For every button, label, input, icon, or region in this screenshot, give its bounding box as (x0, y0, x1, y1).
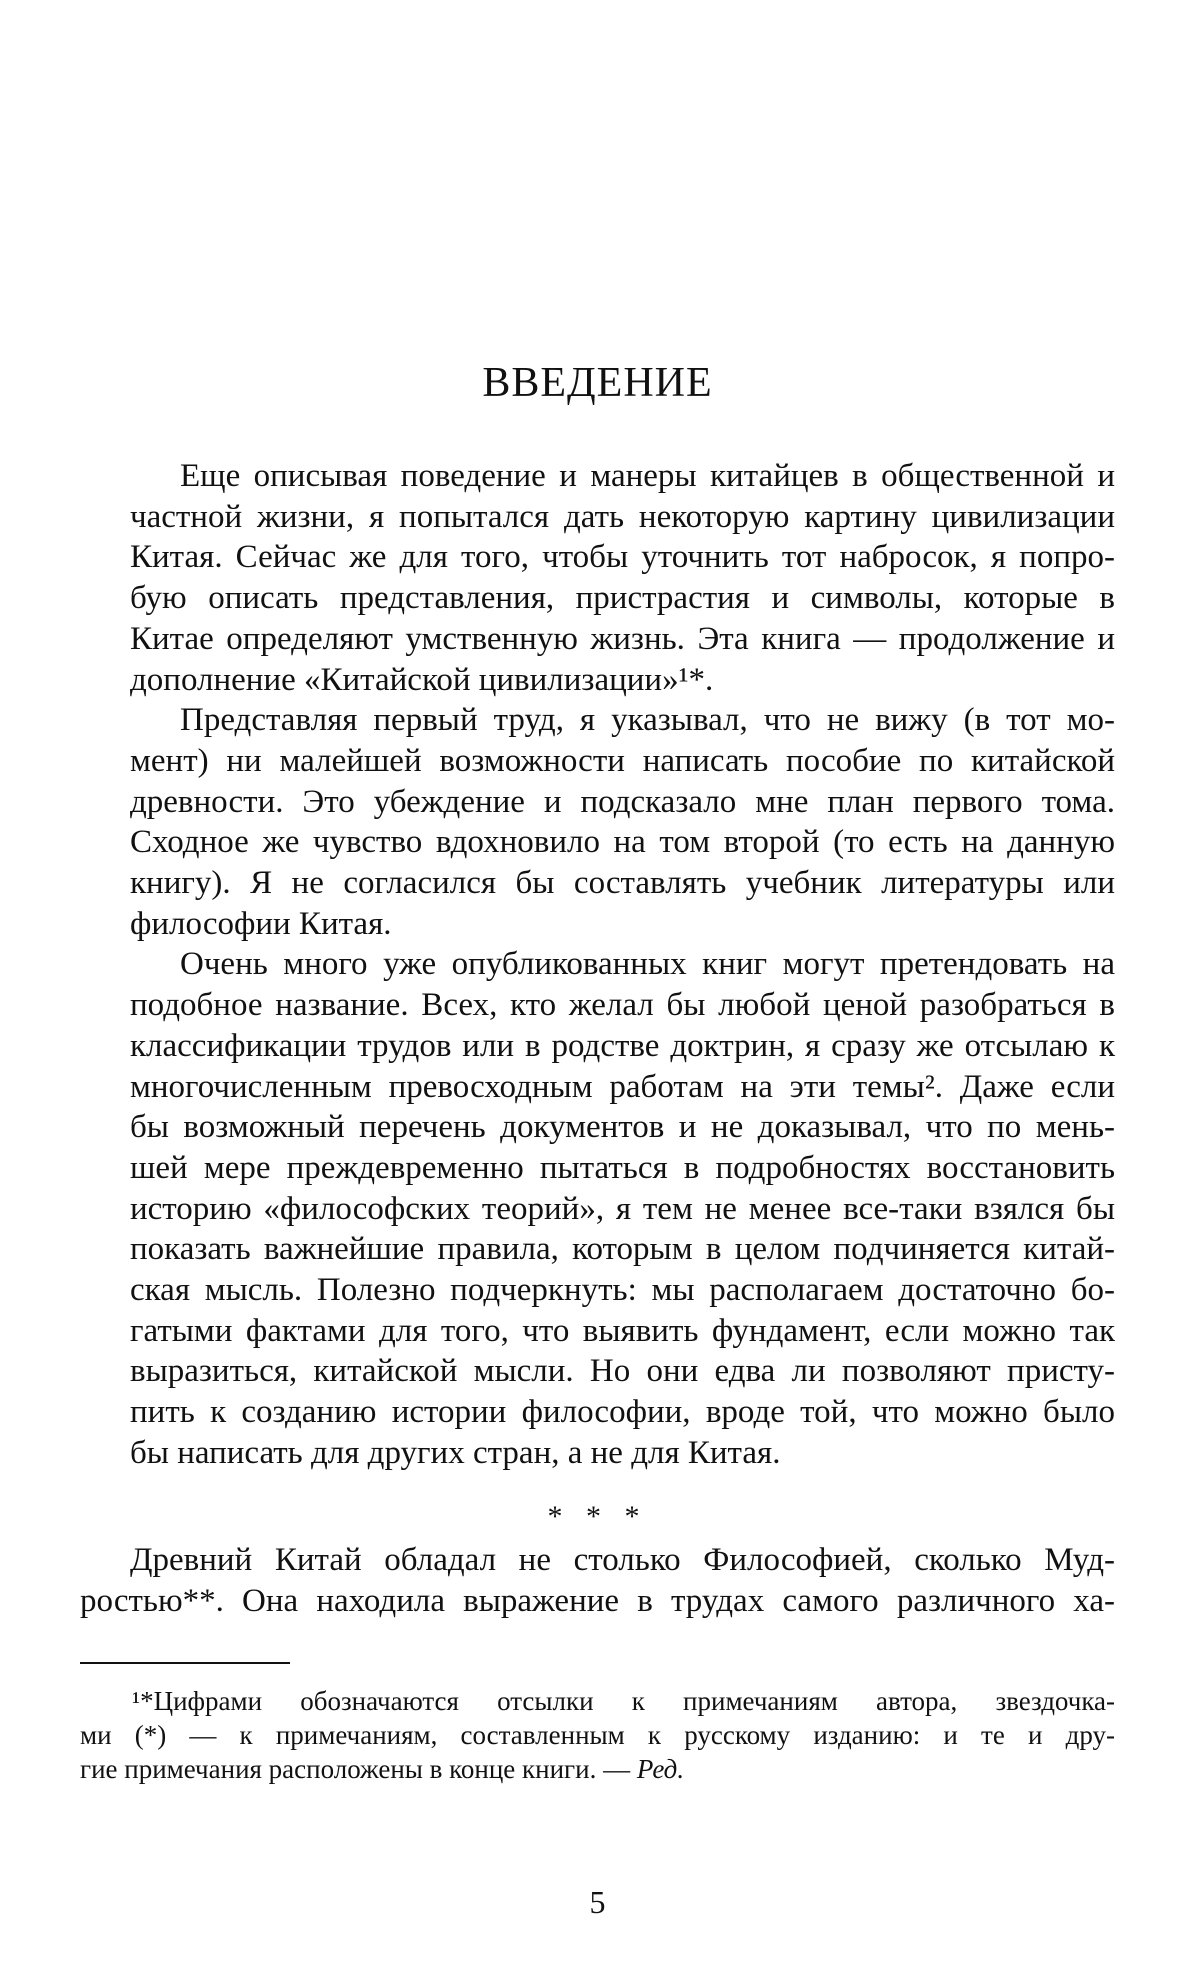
footnote-line (80, 1752, 1115, 1786)
page-number: 5 (589, 1884, 606, 1920)
text-line: подобное название. Всех, кто желал бы любой ценой разобраться в (130, 987, 1115, 1024)
footnote-text: гие примечания расположены в конце книги. — (80, 1754, 631, 1784)
text-line: Очень много уже опубликованных книг могут претендовать на (180, 946, 1115, 983)
footnote-divider (80, 1662, 290, 1664)
text-line: Сходное же чувство вдохновило на том второй (то есть на данную (130, 824, 1115, 861)
footnote (80, 1684, 1115, 1786)
text-line: частной жизни, я попытался дать некоторую картину цивилизации (130, 498, 1115, 535)
text-line: дополнение «Китайской цивилизации»¹*. (130, 661, 714, 698)
text-line: классификации трудов или в родстве доктрин, я сразу же отсылаю к (130, 1027, 1115, 1064)
footnote-line: ми (*) — к примечаниям, составленным к русскому изданию: и те и дру- (80, 1720, 1115, 1750)
text-line: историю «философских теорий», я тем не менее все-таки взялся бы (130, 1190, 1115, 1227)
text-line: Еще описывая поведение и манеры китайцев в общественной и (180, 458, 1115, 494)
text-line: Китае определяют умственную жизнь. Эта книга — продолжение и (130, 620, 1115, 657)
paragraph-1 (80, 456, 1115, 700)
text-line: гатыми фактами для того, что выявить фундамент, если можно так (130, 1312, 1115, 1349)
text-line: бы возможный перечень документов и не доказывал, что по мень- (130, 1109, 1115, 1146)
text-line: философии Китая. (130, 905, 392, 942)
text-line: Древний Китай обладал не столько Философией, сколько Муд- (130, 1542, 1115, 1578)
text-line: книгу). Я не согласился бы составлять учебник литературы или (130, 865, 1115, 902)
text-line: Китая. Сейчас же для того, чтобы уточнить тот набросок, я попро- (130, 539, 1115, 576)
text-line: ростью**. Она находила выражение в трудах самого различного ха- (80, 1582, 1115, 1619)
body-text (80, 456, 1115, 1474)
text-line: ская мысль. Полезно подчеркнуть: мы располагаем достаточно бо- (130, 1272, 1115, 1309)
section-separator: * * * (547, 1500, 648, 1533)
paragraph-2 (80, 700, 1115, 944)
continuing-paragraph (80, 1540, 1115, 1621)
text-line: бую описать представления, пристрастия и символы, которые в (130, 580, 1115, 617)
text-line: выразиться, китайской мысли. Но они едва ли позволяют присту- (130, 1353, 1115, 1390)
text-line: бы написать для других стран, а не для Китая. (130, 1434, 781, 1471)
text-line: шей мере преждевременно пытаться в подробностях восстановить (130, 1149, 1115, 1186)
text-line: древности. Это убеждение и подсказало мне план первого тома. (130, 783, 1115, 820)
paragraph-3 (80, 944, 1115, 1473)
text-line: Представляя первый труд, я указывал, что не вижу (в тот мо- (180, 702, 1115, 739)
text-line: многочисленным превосходным работам на эти темы². Даже если (130, 1068, 1115, 1105)
book-page (80, 0, 1115, 1964)
text-line: мент) ни малейшей возможности написать пособие по китайской (130, 742, 1115, 779)
chapter-title: ВВЕДЕНИЕ (482, 360, 713, 406)
editor-mark: Ред. (636, 1754, 685, 1784)
text-line: пить к созданию истории философии, вроде той, что можно было (130, 1394, 1115, 1431)
footnote-line: ¹*Цифрами обозначаются отсылки к примечаниям автора, звездочка- (132, 1686, 1115, 1716)
text-line: показать важнейшие правила, которым в целом подчиняется китай- (130, 1231, 1115, 1268)
